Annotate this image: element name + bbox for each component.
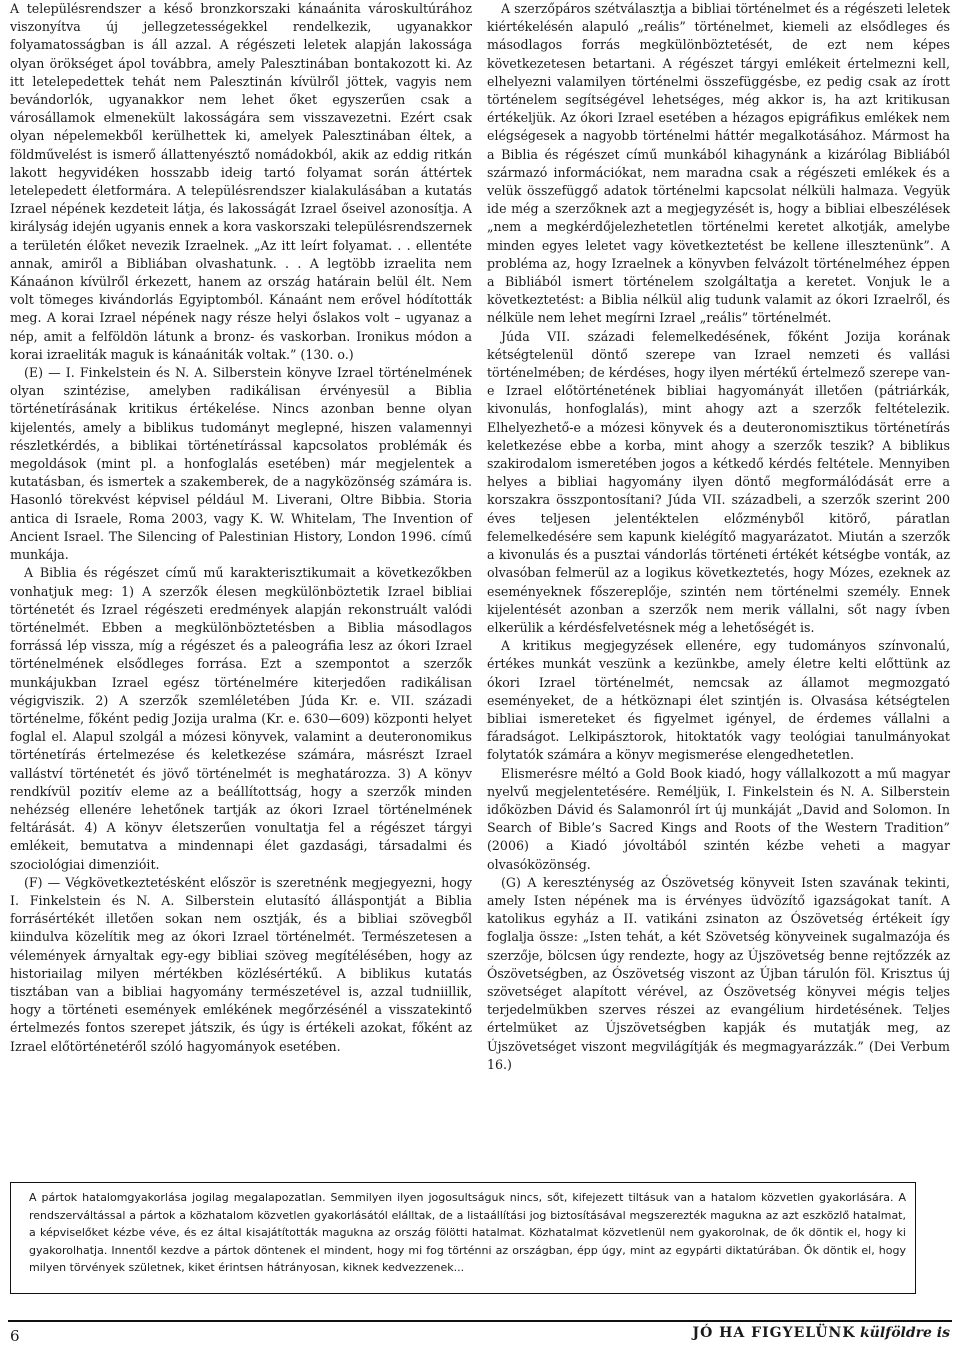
brand-subtitle: külföldre is [859,1325,950,1341]
publication-brand [692,1325,950,1341]
paragraph: A szerzőpáros szétválasztja a bibliai történelmet és a régészeti leletek kiértékelésén alapuló „reális” történelmet, kiemeli az elsődleges és másodlagos forrás megkülönböztetését, de ezt nem képes következetesen betartani. A régészet tárgyi emlékeit értelmezni kell, elhelyezni valamilyen történelmi összefüggésbe, ez pedig csak az írott történelem segítségével lehetséges, még akkor is, ha azt kritikusan értékeljük. Az ókori Izrael esetében a hézagos epigráfikus emlékek nem elégségesek a nagyobb történelmi háttér megalkotásához. Mármost ha a Biblia és régészet című munkából kihagynánk a kizárólag Bibliából származó információkat, nem maradna csak a régészeti emlékek és a velük összefüggő adatok történelmi kapcsolat nélküli halmaza. Vegyük ide még a szerzőknek azt a megjegyzését is, hogy a bibliai elbeszélések „nem a megkérdőjelezhetetlen történelmi keretet alkotják, amelybe minden egyes leletet vagy következtetést be kellene illesztenünk”. A probléma az, hogy Izraelnek a könyvben felvázolt történelméhez éppen a Bibliából ismert történelem szolgáltatja a keretet. Vonjuk le a következtetést: a Biblia nélkül alig tudunk valamit az ókori Izraelről, és nélküle nem lehet megírni Izrael „reális” történelmét. [487,1,950,326]
page-number: 6 [10,1327,20,1345]
paragraph: A kritikus megjegyzések ellenére, egy tudományos színvonalú, értékes munkát veszünk a kezünkbe, amely életre kelti előttünk az ókori Izrael történelmét, nemcsak az államot megmozgató eseményeket, de a hétköznapi élet szintjén is. Olvasása kétségtelen bibliai ismereteket és figyelmet igényel, de érdemes vállalni a fáradságot. Lelkipásztorok, hitoktatók vagy teológiai tanulmányokat folytatók számára a könyv megismerése elengedhetetlen. [487,638,950,763]
paragraph: (F) — Végkövetkeztetésként először is szeretnénk megjegyezni, hogy I. Finkelstein és N. A. Silberstein elutasító álláspontját a Biblia forrásértékét illetően sokan nem osztják, és a bibliai szövegből kiindulva közelítik meg az ókori Izrael történelmét. Természetesen a vélemények árnyaltak egy-egy bibliai szöveg megítélésében, hogy az historiailag milyen mértékben közlésértékű. A biblikus kutatás tisztában van a bibliai hagyomány természetével is, azzal tudniillik, hogy a történeti események emlékének megőrzésénél a visszatekintő értelmezés fontos szerepet játszik, és úgy is értékeli azokat, főként az Izrael előtörténetéről szóló hagyományok esetében. [10,874,472,1054]
left-text-column [10,0,472,1056]
right-text-column [487,0,950,1074]
footer-rule [8,1320,952,1322]
notice-text: A pártok hatalomgyakorlása jogilag megalapozatlan. Semmilyen ilyen jogosultságuk nincs, sőt, kifejezett tiltásuk van a hatalom közvetlen gyakorlására. A rendszerváltással a pártok a közhatalom közvetlen gyakorlásától elálltak, de a listaállítási jog biztosításával megszerezték magukna az azt eszközlő hatalmat, a képviselőket kézbe véve, és ez által kisajátították magukna az ország fölötti hatalmat. Közhatalmat közvetlenül nem gyakorolnak, de ők döntik el, hogy ki gyakorolhatja. Innentől kezdve a pártok döntenek el mindent, hogy mi fog történni az országban, épp úgy, mint az egypárti diktatúrában. Ők döntik el, hogy milyen törvények születnek, kiket érintsen hátrányosan, kiknek kedvezzenek... [29,1191,906,1275]
paragraph: Elismerésre méltó a Gold Book kiadó, hogy vállalkozott a mű magyar nyelvű megjelentetésére. Reméljük, I. Finkelstein és N. A. Silberstein időközben Dávid és Salamonról írt új munkáját „David and Solomon. In Search of Bible’s Sacred Kings and Roots of the Western Tradition” (2006) a Kiadó jóvoltából szintén kézbe veheti a magyar olvasóközönség. [487,765,950,872]
paragraph: A Biblia és régészet című mű karakterisztikumait a következőkben vonhatjuk meg: 1) A szerzők élesen megkülönböztetik Izrael bibliai történetét és Izrael régészeti eredmények alapján rekonstruált valódi történelmét. Ebben a megkülönböztetésben a Biblia másodlagos forrássá lép vissza, míg a régészet és a paleográfia lesz az ókori Izrael történelmének elsődleges forrása. Ezt a szempontot a szerzők munkájukban Izrael egész történelmére kiterjedően radikálisan végigviszik. 2) A szerzők szemléletében Júda Kr. e. VII. századi történelme, főként pedig Jozija uralma (Kr. e. 630—609) központi helyet foglal el. Alapul szolgál a mózesi könyvek, valamint a deuteronomikus történetírás értelmezése és keletkezése számára, másrészt Izrael valláství történetét és jövő történelmét is meghatározza. 3) A könyv rendkívül pozitív eleme az a beállítottság, hogy a szerzők minden nehézség ellenére lehetőnek tartják az ókori Izrael történelmének feltárását. 4) A könyv életszerűen vonultatja fel a régészet tárgyi emlékeit, bemutatva a mindennapi élet gazdasági, társadalmi és szociológiai dimenzióit. [10,565,472,872]
paragraph: (G) A kereszténység az Ószövetség könyveit Isten szavának tekinti, amely Isten népének ma is érvényes üdvözítő igazságokat tanít. A katolikus egyház a II. vatikáni zsinaton az Ószövetség értékeit így foglalja össze: „Isten tehát, a két Szövetség könyveinek sugalmazója és szerzője, bölcsen úgy rendezte, hogy az Újszövetség benne rejtőzzék az Ószövetségben, az Ószövetség viszont az Újban tárulón föl. Krisztus új szövetséget alapított vérével, az Ószövetség könyvei mégis teljes terjedelmükben szerves részei az evangélium hirdetésének. Teljes értelmüket az Újszövetségben kapják és mutatják meg, az Újszövetséget viszont megvilágítják és megmagyarázzák.” (Dei Verbum 16.) [487,874,950,1072]
paragraph: Júda VII. századi felemelkedésének, főként Jozija korának kétségtelenül döntő szerepe van Izrael nemzeti és vallási történelmében; de kérdéses, hogy ilyen mértékű értelmező szerepe van-e Izrael előtörténetének bibliai hagyományát illetően (pátriárkák, kivonulás, honfoglalás), mint ahogy azt a szerzők feltételezik. Elhelyezhető-e a mózesi könyvek és a deuteronomisztikus történetírás keletkezése ebbe a korba, mint ahogy a szerzők teszik? A biblikus szakirodalom ismeretében jogos a kétkedő kérdés feltétele. Mennyiben helyes a bibliai hagyomány ilyen döntő megformálódását erre a korszakra összpontosítani? Júda VII. századbeli, a szerzők szerint 200 éves teljesen jelentéktelen előzményből kitörő, páratlan felemelkedésére sem kapunk kielégítő magyarázatot. Miután a szerzők a kivonulás és a pusztai vándorlás történeti értékét kétségbe vonták, az olvasóban felmerül az a logikus következtetés, hogy Mózes, ezeknek az eseményeknek főszereplője, szintén nem történelmi személy. Ennek kijelentését azonban a szerzők nem merik vállalni, sőt nagy ívben elkerülik a kérdésfelvetésnek még a lehetőségét is. [487,328,950,635]
notice-box [10,1182,916,1294]
paragraph: (E) — I. Finkelstein és N. A. Silberstein könyve Izrael történelmének olyan szintézise, amelyben radikálisan érvényesül a Biblia történetírásának kritikus értékelése. Nincs azonban benne olyan kijelentés, amely a biblikus tudományt meglepné, hiszen valamennyi részletkérdés, a biblikai történetírással kapcsolatos problémák és megoldások (mint pl. a honfoglalás esetében) már megjelentek a kutatásban, és ismertek a szakemberek, de a nagyközönség számára is. Hasonló törekvést képvisel például M. Liverani, Oltre Bibbia. Storia antica di Israele, Roma 2003, vagy K. W. Whitelam, The Invention of Ancient Israel. The Silencing of Palestinian History, London 1996. című munkája. [10,365,472,563]
paragraph: A településrendszer a késő bronzkorszaki kánaánita városkultúrához viszonyítva új jellegzetességekkel rendelkezik, ugyanakkor folyamatosságban is áll azzal. A régészeti leletek alapján lakossága olyan örökséget ápol továbbra, amely Palesztinában bontakozott ki. Az itt letelepedettek tehát nem Palesztinán kívülről jöttek, vagyis nem bevándorlók, ugyanakkor nem lehet őket egyszerűen csak a városállamok elmenekült lakosságára sem visszavezetni. Ezért csak olyan népelemekből kerülhettek ki, amelyek Palesztinában éltek, a földművelést is ismerő állattenyésztő nomádokból, akik az eddig ritkán lakott hegyvidéken hosszabb ideig tartó folyamat során áttértek letelepedett életformára. A településrendszer kialakulásában a kutatás Izrael népének kezdeteit látja, és lakosságát Izrael őseivel azonosítja. A királyság idején ugyanis ennek a kora vaskorszaki településrendszernek a területén élőket nevezik Izraelnek. „Az itt leírt folyamat. . . ellentéte annak, amiről a Bibliában olvashatunk. . . A legtöbb izraelita nem Kánaánon kívülről érkezett, hanem az ország határain belül élt. Nem volt tömeges kivándorlás Egyiptomból. Kánaánt nem erővel hódították meg. A korai Izrael népének nagy része helyi őslakos volt – ugyanaz a nép, amit a felföldön látunk a bronz- és vaskorban. Ironikus módon a korai izraeliták maguk is kánaániták voltak.” (130. o.) [10,1,472,362]
brand-title: JÓ HA FIGYELÜNK [692,1325,856,1341]
